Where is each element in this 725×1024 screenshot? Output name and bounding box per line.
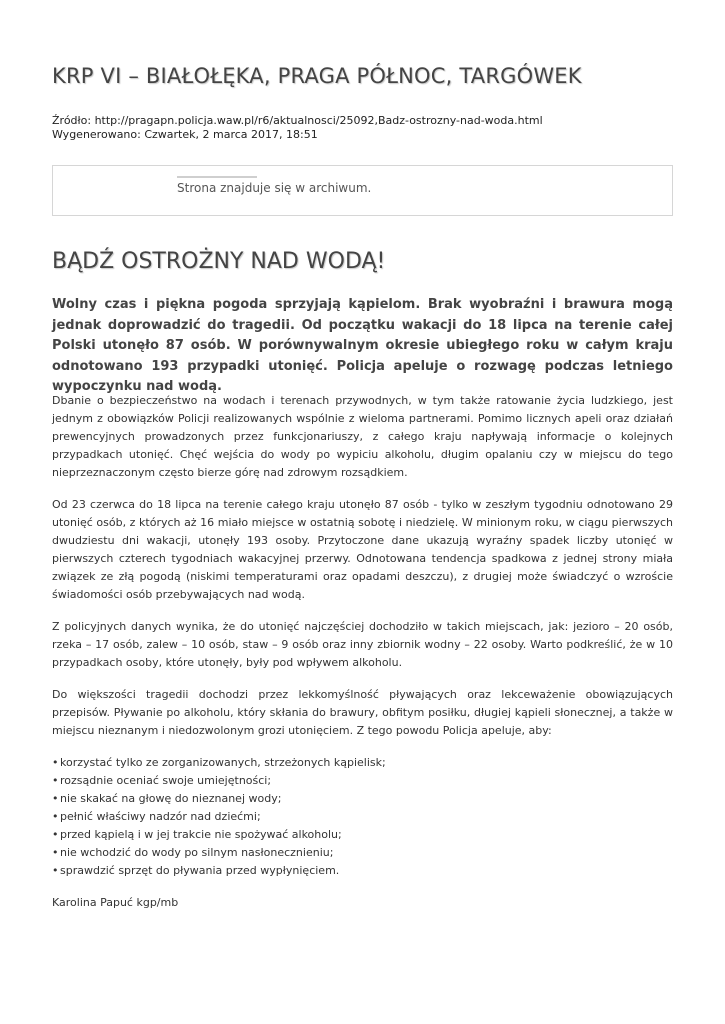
recommendations-list — [52, 754, 673, 880]
archive-notice-text: Strona znajduje się w archiwum. — [177, 181, 372, 195]
generated-line: Wygenerowano: Czwartek, 2 marca 2017, 18:51 — [52, 128, 318, 141]
bullet-icon: • — [52, 774, 59, 787]
list-item-text: rozsądnie oceniać swoje umiejętności; — [60, 774, 272, 787]
article-paragraph: Dbanie o bezpieczeństwo na wodach i terenach przywodnych, w tym także ratowanie życia ludzkiego, jest jednym z obowiązków Policji realizowanych wspólnie z wieloma partnerami. Pomimo licznych apeli oraz działań prewencyjnych prowadzonych przez funkcjonariuszy, z całego kraju napływają informacje o kolejnych przypadkach utonięć. Chęć wejścia do wody po wypiciu alkoholu, długim opalaniu czy w miejscu do tego nieprzeznaczonym często bierze górę nad zdrowym rozsądkiem. — [52, 394, 673, 479]
article-lead: Wolny czas i piękna pogoda sprzyjają kąpielom. Brak wyobraźni i brawura mogą jednak doprowadzić do tragedii. Od początku wakacji do 18 lipca na terenie całej Polski utonęło 87 osób. W porównywalnym okresie ubiegłego roku w całym kraju odnotowano 193 przypadki utonięć. Policja apeluje o rozwagę podczas letniego wypoczynku nad wodą. — [52, 297, 673, 394]
list-item-text: korzystać tylko ze zorganizowanych, strzeżonych kąpielisk; — [60, 756, 386, 769]
article-paragraph: Z policyjnych danych wynika, że do utonięć najczęściej dochodziło w takich miejscach, jak: jezioro – 20 osób, rzeka – 17 osób, zalew – 10 osób, staw – 9 osób oraz inny zbiornik wodny – 22 osoby. Warto podkreślić, że w 10 przypadkach osoby, które utonęły, były pod wpływem alkoholu. — [52, 620, 673, 669]
article-body — [52, 392, 673, 926]
bullet-icon: • — [52, 864, 59, 877]
bullet-icon: • — [52, 828, 59, 841]
list-item — [52, 754, 673, 772]
list-item — [52, 844, 673, 862]
bullet-icon: • — [52, 756, 59, 769]
list-item-text: nie skakać na głowę do nieznanej wody; — [60, 792, 282, 805]
archive-divider — [177, 176, 257, 178]
document-meta — [52, 114, 543, 142]
article-signature: Karolina Papuć kgp/mb — [52, 896, 179, 909]
site-title: KRP VI – BIAŁOŁĘKA, PRAGA PÓŁNOC, TARGÓWEK — [52, 64, 582, 88]
list-item-text: nie wchodzić do wody po silnym nasłonecznieniu; — [60, 846, 334, 859]
list-item — [52, 772, 673, 790]
list-item-text: przed kąpielą i w jej trakcie nie spożywać alkoholu; — [60, 828, 342, 841]
list-item — [52, 790, 673, 808]
article-paragraph: Do większości tragedii dochodzi przez lekkomyślność pływających oraz lekceważenie obowiązujących przepisów. Pływanie po alkoholu, który skłania do brawury, obfitym posiłku, długiej kąpieli słonecznej, a także w miejscu nieznanym i niedozwolonym grozi utonięciem. Z tego powodu Policja apeluje, aby: — [52, 688, 673, 737]
list-item — [52, 808, 673, 826]
list-item — [52, 826, 673, 844]
list-item-text: sprawdzić sprzęt do pływania przed wypłynięciem. — [60, 864, 340, 877]
bullet-icon: • — [52, 810, 59, 823]
archive-notice-box — [52, 165, 673, 216]
bullet-icon: • — [52, 792, 59, 805]
bullet-icon: • — [52, 846, 59, 859]
source-line: Źródło: http://pragapn.policja.waw.pl/r6/aktualnosci/25092,Badz-ostrozny-nad-woda.html — [52, 114, 543, 127]
list-item — [52, 862, 673, 880]
list-item-text: pełnić właściwy nadzór nad dziećmi; — [60, 810, 261, 823]
article-paragraph: Od 23 czerwca do 18 lipca na terenie całego kraju utonęło 87 osób - tylko w zeszłym tygodniu odnotowano 29 utonięć osób, z których aż 16 miało miejsce w ostatnią sobotę i niedzielę. W minionym roku, w ciągu pierwszych dwudziestu dni wakacji, utonęły 193 osoby. Przytoczone dane ukazują wyraźny spadek liczby utonięć w pierwszych czterech tygodniach wakacyjnej przerwy. Odnotowana tendencja spadkowa z jednej strony miała związek ze złą pogodą (niskimi temperaturami oraz opadami deszczu), z drugiej może świadczyć o wzroście świadomości osób przebywających nad wodą. — [52, 498, 673, 601]
article-title: BĄDŹ OSTROŻNY NAD WODĄ! — [52, 249, 386, 274]
